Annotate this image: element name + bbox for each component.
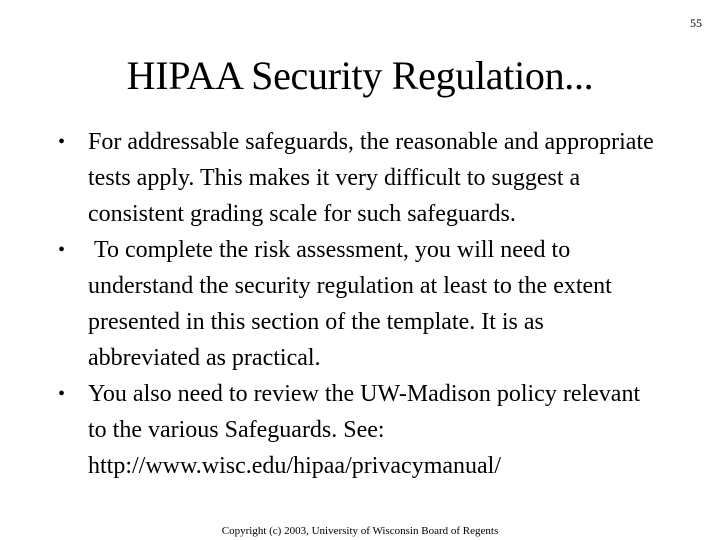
bullet-item-3 — [56, 376, 656, 484]
bullet-text: For addressable safeguards, the reasonable and appropriate tests apply. This makes it very difficult to suggest a consistent grading scale for such safeguards. — [88, 129, 654, 227]
copyright-footer: Copyright (c) 2003, University of Wisconsin Board of Regents — [221, 525, 499, 537]
slide-title: HIPAA Security Regulation... — [126, 53, 594, 98]
bullet-list — [56, 124, 656, 484]
page-number: 55 — [690, 16, 702, 30]
bullet-marker: • — [58, 131, 66, 153]
bullet-marker: • — [58, 239, 66, 261]
bullet-item-2 — [56, 232, 656, 376]
bullet-text: You also need to review the UW-Madison policy relevant to the various Safeguards. See: http://www.wisc.edu/hipaa/privacymanual/ — [88, 381, 641, 479]
bullet-marker: • — [58, 383, 66, 405]
bullet-item-1 — [56, 124, 656, 232]
bullet-text: To complete the risk assessment, you will need to understand the security regulation at least to the extent presented in this section of the template. It is as abbreviated as practical. — [88, 237, 618, 371]
